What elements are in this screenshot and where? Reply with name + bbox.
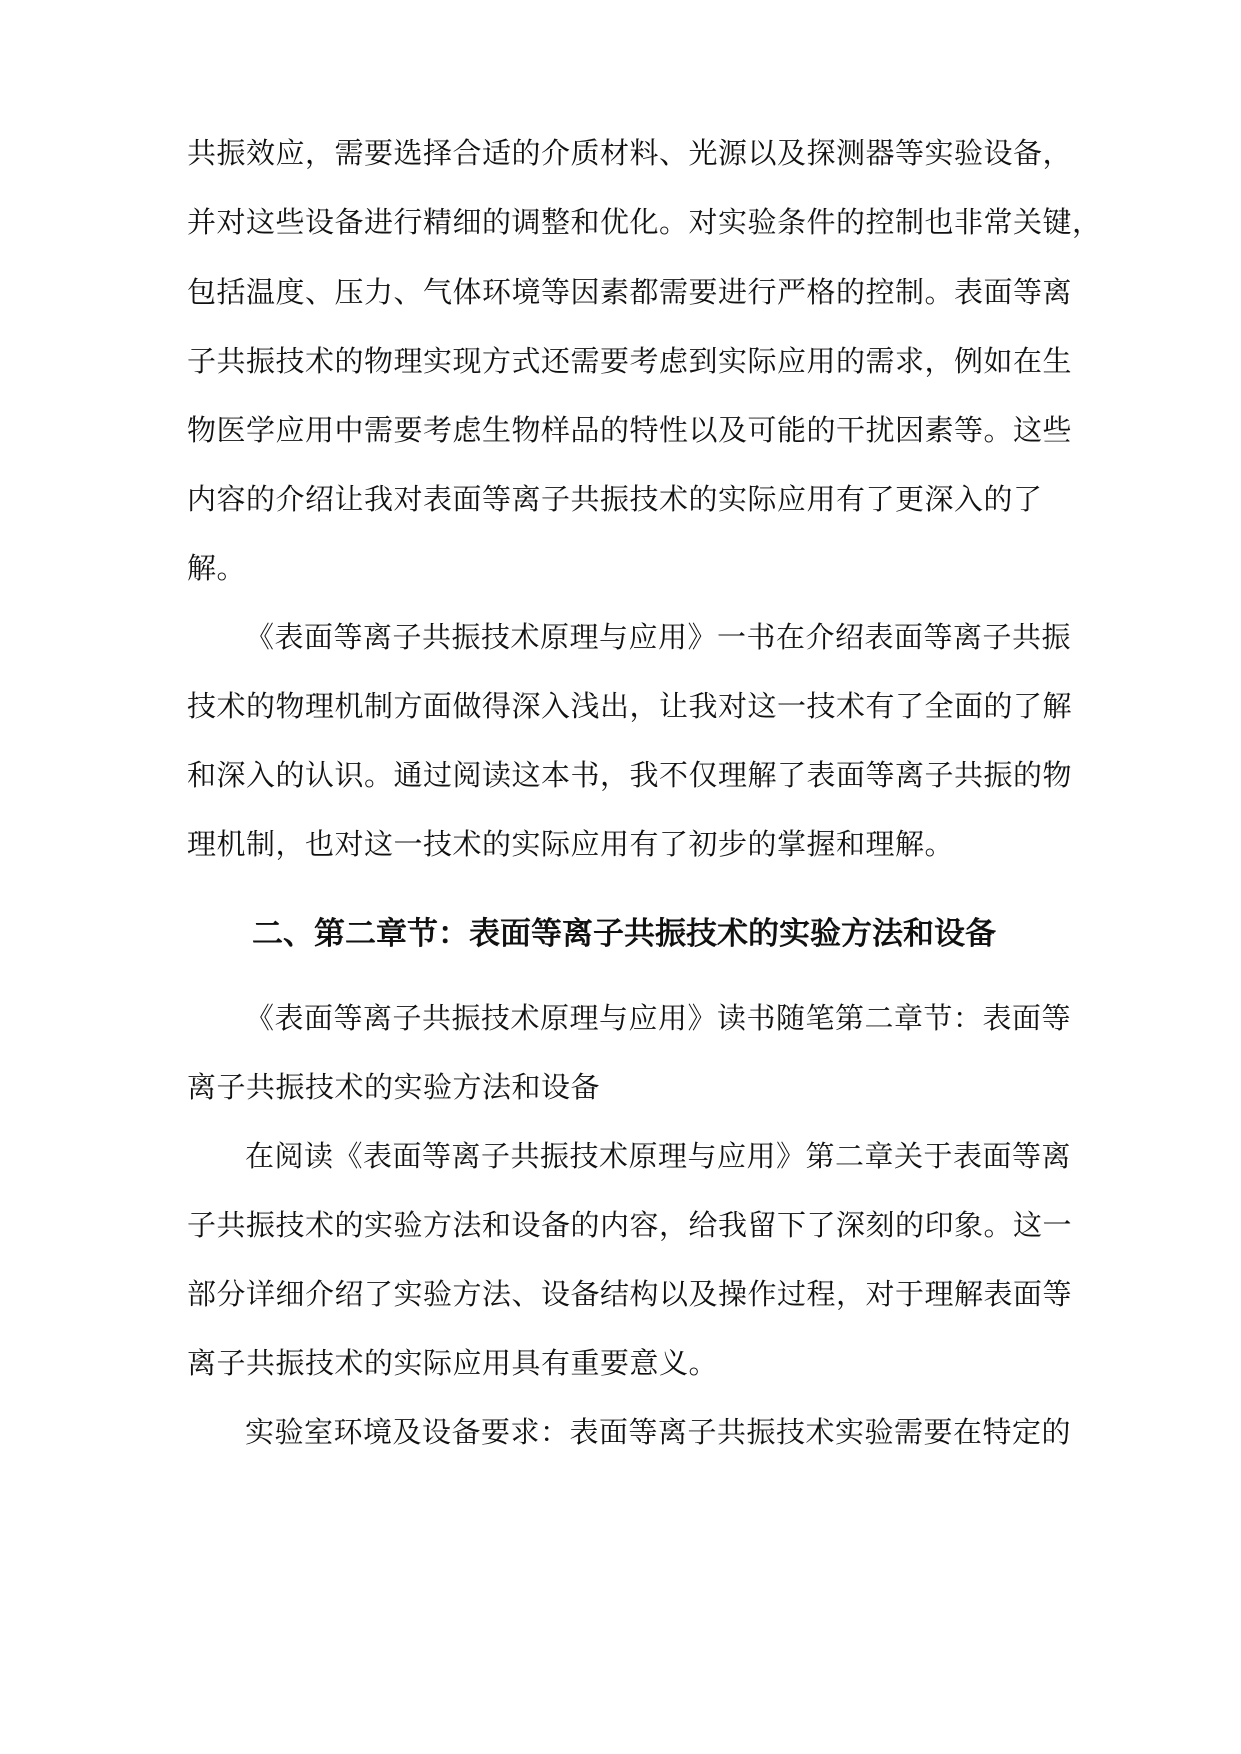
- text-line: 《表面等离子共振技术原理与应用》一书在介绍表面等离子共振: [245, 620, 1072, 654]
- text-line: 内容的介绍让我对表面等离子共振技术的实际应用有了更深入的了: [187, 482, 1043, 516]
- section-heading: 二、第二章节：表面等离子共振技术的实验方法和设备: [252, 916, 996, 952]
- text-line: 子共振技术的实验方法和设备的内容，给我留下了深刻的印象。这一: [187, 1208, 1073, 1242]
- text-line: 解。: [187, 551, 247, 585]
- text-line: 部分详细介绍了实验方法、设备结构以及操作过程，对于理解表面等: [187, 1277, 1073, 1311]
- text-line: 理机制，也对这一技术的实际应用有了初步的掌握和理解。: [187, 827, 955, 861]
- text-line: 离子共振技术的实验方法和设备: [187, 1070, 601, 1104]
- text-line: 和深入的认识。通过阅读这本书，我不仅理解了表面等离子共振的物: [187, 758, 1073, 792]
- text-line: 在阅读《表面等离子共振技术原理与应用》第二章关于表面等离: [245, 1139, 1072, 1173]
- text-line: 实验室环境及设备要求：表面等离子共振技术实验需要在特定的: [245, 1415, 1072, 1449]
- text-line: 并对这些设备进行精细的调整和优化。对实验条件的控制也非常关键，: [187, 205, 1102, 239]
- text-line: 《表面等离子共振技术原理与应用》读书随笔第二章节：表面等: [245, 1001, 1072, 1035]
- text-line: 包括温度、压力、气体环境等因素都需要进行严格的控制。表面等离: [187, 275, 1073, 309]
- text-line: 物医学应用中需要考虑生物样品的特性以及可能的干扰因素等。这些: [187, 413, 1073, 447]
- text-line: 子共振技术的物理实现方式还需要考虑到实际应用的需求，例如在生: [187, 344, 1073, 378]
- text-line: 离子共振技术的实际应用具有重要意义。: [187, 1346, 719, 1380]
- text-line: 共振效应，需要选择合适的介质材料、光源以及探测器等实验设备，: [187, 136, 1073, 170]
- text-line: 技术的物理机制方面做得深入浅出，让我对这一技术有了全面的了解: [187, 689, 1073, 723]
